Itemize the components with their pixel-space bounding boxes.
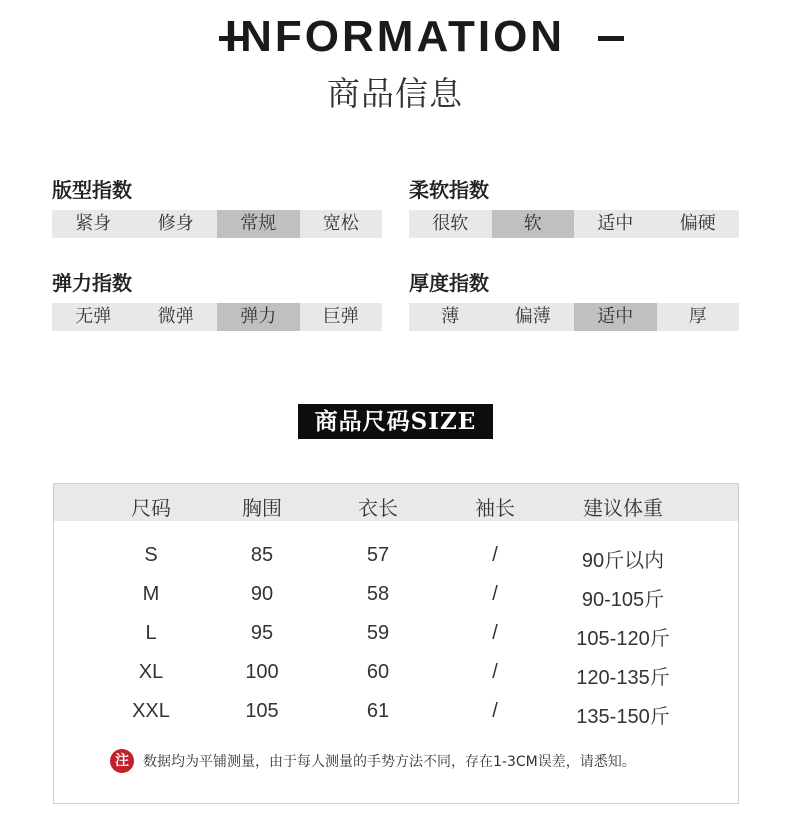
cell-weight: 90-105斤: [581, 589, 665, 611]
cell-sleeve: /: [492, 622, 498, 644]
cell-sleeve: /: [492, 700, 498, 722]
cell-chest: 85: [250, 544, 274, 566]
cell-size: XXL: [132, 700, 170, 722]
index-option: 无弹: [75, 306, 112, 327]
fit-index-title: 版型指数: [52, 178, 132, 202]
cell-weight: 120-135斤: [576, 667, 670, 689]
cell-chest: 95: [250, 622, 274, 644]
elasticity-index: [52, 267, 382, 331]
title-dash-right: [598, 36, 624, 41]
note-badge: 注: [110, 749, 134, 773]
cell-chest: 90: [250, 583, 274, 605]
index-option: 巨弹: [322, 306, 359, 327]
elasticity-index-title: 弹力指数: [52, 271, 132, 295]
cell-length: 61: [366, 700, 390, 722]
index-option: 厚: [688, 306, 707, 327]
cell-size: M: [142, 583, 160, 605]
index-option: 紧身: [75, 213, 112, 234]
index-option: 薄: [441, 306, 460, 327]
index-option: 软: [492, 210, 575, 238]
thickness-index-title: 厚度指数: [409, 271, 489, 295]
cell-size: S: [144, 544, 158, 566]
cell-sleeve: /: [492, 544, 498, 566]
softness-index: [409, 174, 739, 238]
index-option: 偏硬: [679, 213, 716, 234]
index-option: 很软: [432, 213, 469, 234]
thickness-index: [409, 267, 739, 331]
fit-index-bar: [52, 210, 382, 238]
index-option: 微弹: [157, 306, 194, 327]
column-header-sleeve: 袖长: [475, 496, 515, 520]
index-option: 偏薄: [514, 306, 551, 327]
column-header-chest: 胸围: [242, 496, 282, 520]
cell-sleeve: /: [492, 583, 498, 605]
cell-weight: 90斤以内: [581, 550, 665, 572]
size-section-banner: 商品尺码SIZE: [298, 404, 493, 439]
page-title: INFORMATION: [224, 12, 566, 61]
cell-sleeve: /: [492, 661, 498, 683]
fit-index: [52, 174, 382, 238]
softness-index-bar: [409, 210, 739, 238]
cell-weight: 105-120斤: [576, 628, 670, 650]
softness-index-title: 柔软指数: [409, 178, 489, 202]
cell-chest: 100: [245, 661, 279, 683]
cell-size: XL: [138, 661, 164, 683]
cell-size: L: [145, 622, 157, 644]
size-table: [53, 483, 739, 804]
column-header-size: 尺码: [131, 496, 171, 520]
column-header-weight: 建议体重: [583, 496, 663, 520]
note-text: 数据均为平铺测量，由于每人测量的手势方法不同，存在1-3CM误差，请悉知。: [143, 754, 636, 770]
cell-length: 57: [366, 544, 390, 566]
index-option: 适中: [574, 303, 657, 331]
column-header-length: 衣长: [358, 496, 398, 520]
index-option: 弹力: [217, 303, 300, 331]
size-table-header: [54, 484, 738, 521]
page-subtitle: 商品信息: [327, 74, 463, 113]
elasticity-index-bar: [52, 303, 382, 331]
thickness-index-bar: [409, 303, 739, 331]
cell-length: 60: [366, 661, 390, 683]
cell-length: 58: [366, 583, 390, 605]
cell-length: 59: [366, 622, 390, 644]
index-option: 常规: [217, 210, 300, 238]
index-option: 适中: [597, 213, 634, 234]
cell-chest: 105: [245, 700, 279, 722]
index-option: 宽松: [322, 213, 359, 234]
index-option: 修身: [157, 213, 194, 234]
cell-weight: 135-150斤: [576, 706, 670, 728]
measurement-note: [110, 749, 636, 773]
